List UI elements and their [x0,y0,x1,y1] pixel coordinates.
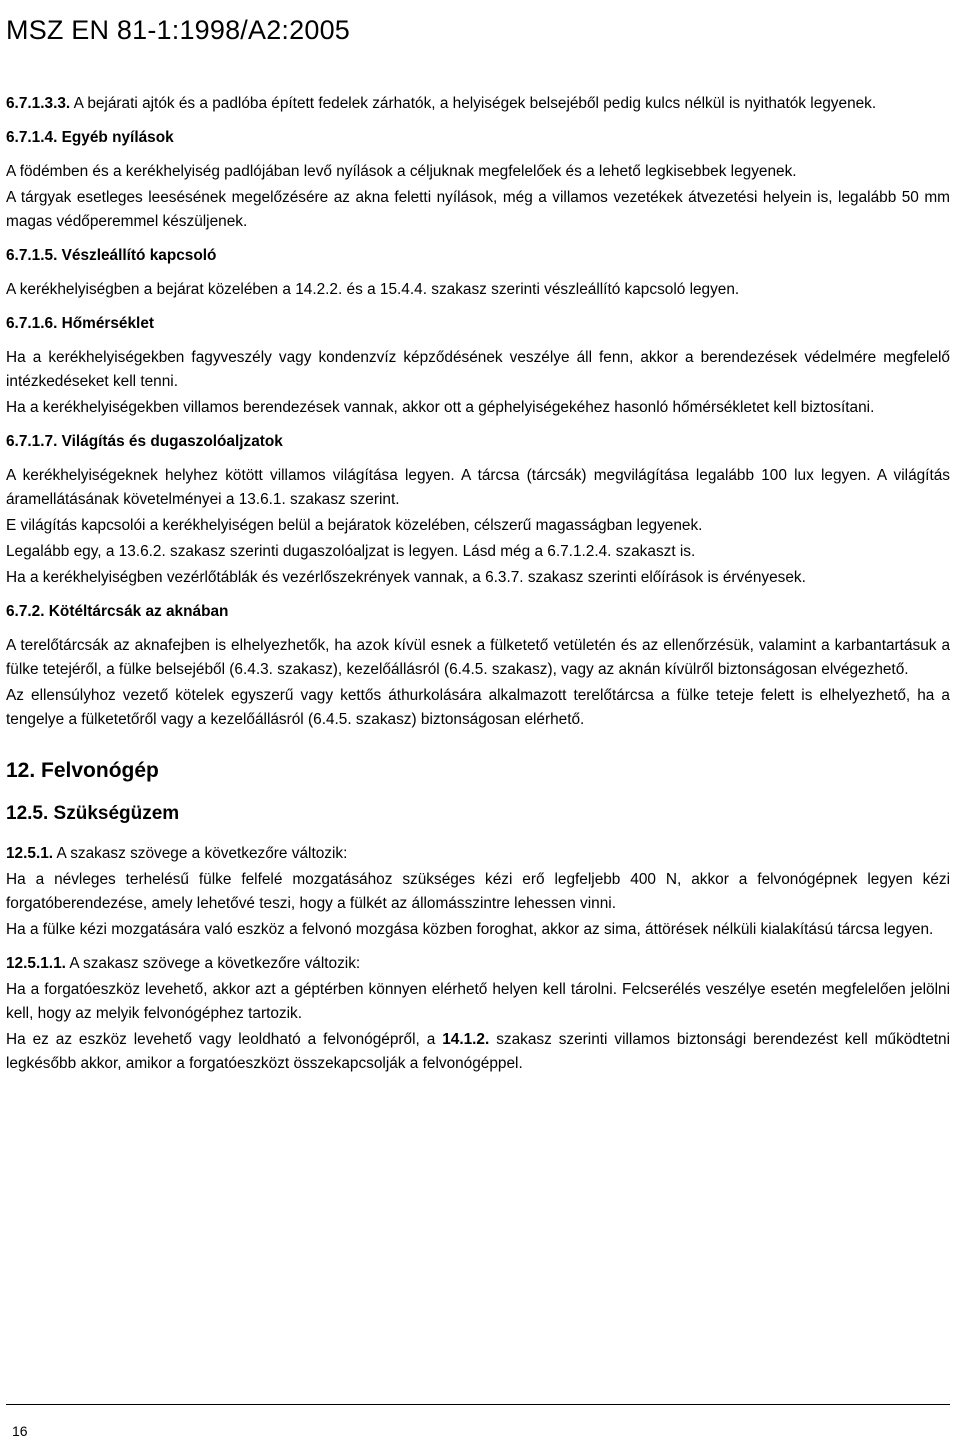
paragraph: E világítás kapcsolói a kerékhelyiségen belül a bejáratok közelében, célszerű magasságban legyenek. [6,517,703,534]
heading-6-7-2 [6,600,950,624]
section-title: Egyéb nyílások [61,129,174,146]
footer-divider [6,1404,950,1405]
section-6-7-1-3-3 [6,92,950,116]
page-content [6,92,950,1086]
paragraph [6,1028,950,1076]
paragraph-text: szakasz szerinti villamos biztonsági berendezést kell működtetni legkésőbb akkor, amikor a forgatóeszközt összekapcsolják a felvonógéppel. [6,1031,951,1072]
paragraph: A kerékhelyiségben a bejárat közelében a 14.2.2. és a 15.4.4. szakasz szerinti vészleállító kapcsoló legyen. [6,281,740,298]
paragraph: Legalább egy, a 13.6.2. szakasz szerinti dugaszolóaljzat is legyen. Lásd még a 6.7.1.2.4. szakaszt is. [6,543,696,560]
paragraph: A kerékhelyiségeknek helyhez kötött villamos világítása legyen. A tárcsa (tárcsák) megvilágítása legalább 100 lux legyen. A világítás áramellátásának követelményei a 13.6.1. szakasz szerint. [6,467,950,508]
section-reference: 14.1.2. [442,1031,490,1048]
paragraph: Az ellensúlyhoz vezető kötelek egyszerű vagy kettős áthurkolására alkalmazott terelőtárcsa a fülke teteje felett is elhelyezhető, ha a tengelye a fülketetőről vagy a kezelőállásról (6.4.5. szakasz) biztonságosan elérhető. [6,687,950,728]
section-number: 6.7.1.7. [6,433,58,450]
paragraph-text: Ha ez az eszköz levehető vagy leoldható a felvonógépről, a [6,1031,436,1048]
heading-6-7-1-6 [6,312,950,336]
paragraph: Ha a névleges terhelésű fülke felfelé mozgatásához szükséges kézi erő legfeljebb 400 N, akkor a felvonógépnek legyen kézi forgatóberendezése, amely lehetővé teszi, hogy a fülkét az állomásszintre lehessen vinni. [6,871,950,912]
page-number: 16 [12,1423,28,1439]
section-number: 12.5.1. [6,845,54,862]
document-id: MSZ EN 81-1:1998/A2:2005 [6,15,351,45]
paragraph-text: A bejárati ajtók és a padlóba épített fedelek zárhatók, a helyiségek belsejéből pedig kulcs nélkül is nyithatók legyenek. [73,95,877,112]
paragraph: A födémben és a kerékhelyiség padlójában levő nyílások a céljuknak megfelelőek és a lehető legkisebbek legyenek. [6,163,797,180]
heading-12-5: 12.5. Szükségüzem [6,803,180,824]
section-title: Hőmérséklet [61,315,155,332]
paragraph: A terelőtárcsák az aknafejben is elhelyezhetők, ha azok kívül esnek a fülketető vetületén és az ellenőrzésük, valamint a karbantartásuk a fülke tetejéről, a fülke belsejéből (6.4.3. szakasz), kezelőállásról (6.4.5. szakasz), vagy az aknán kívülről biztonságosan elvégezhető. [6,637,950,678]
paragraph: Ha a forgatóeszköz levehető, akkor azt a géptérben könnyen elérhető helyen kell tárolni. Felcserélés veszélye esetén megfelelően jelölni kell, hogy az melyik felvonógéphez tartozik. [6,981,950,1022]
paragraph: Ha a fülke kézi mozgatására való eszköz a felvonó mozgása közben foroghat, akkor az sima, áttörések nélküli kialakítású tárcsa legyen. [6,921,934,938]
heading-12-5-1-1 [6,952,950,976]
paragraph: Ha a kerékhelyiségekben villamos berendezések vannak, akkor ott a géphelyiségekéhez hasonló hőmérsékletet kell biztosítani. [6,399,875,416]
heading-6-7-1-5 [6,244,950,268]
section-number: 6.7.1.4. [6,129,58,146]
paragraph: Ha a kerékhelyiségekben fagyveszély vagy kondenzvíz képződésének veszélye áll fenn, akkor a berendezések védelmére megfelelő intézkedéseket kell tenni. [6,349,950,390]
section-number: 12.5.1.1. [6,955,66,972]
heading-12: 12. Felvonógép [6,759,159,782]
paragraph: A tárgyak esetleges leesésének megelőzésére az akna feletti nyílások, még a villamos vezetékek átvezetési helyein is, legalább 50 mm magas védőperemmel készüljenek. [6,189,950,230]
section-number: 6.7.1.3.3. [6,95,71,112]
section-intro: A szakasz szövege a következőre változik: [69,955,361,972]
heading-6-7-1-7 [6,430,950,454]
section-title: Világítás és dugaszolóaljzatok [61,433,283,450]
section-number: 6.7.2. [6,603,45,620]
section-number: 6.7.1.6. [6,315,58,332]
section-number: 6.7.1.5. [6,247,58,264]
section-title: Vészleállító kapcsoló [61,247,217,264]
heading-6-7-1-4 [6,126,950,150]
heading-12-5-1 [6,842,950,866]
section-intro: A szakasz szövege a következőre változik: [56,845,348,862]
header-bar [0,0,960,64]
paragraph: Ha a kerékhelyiségben vezérlőtáblák és vezérlőszekrények vannak, a 6.3.7. szakasz szerinti előírások is érvényesek. [6,569,806,586]
section-title: Kötéltárcsák az aknában [48,603,229,620]
